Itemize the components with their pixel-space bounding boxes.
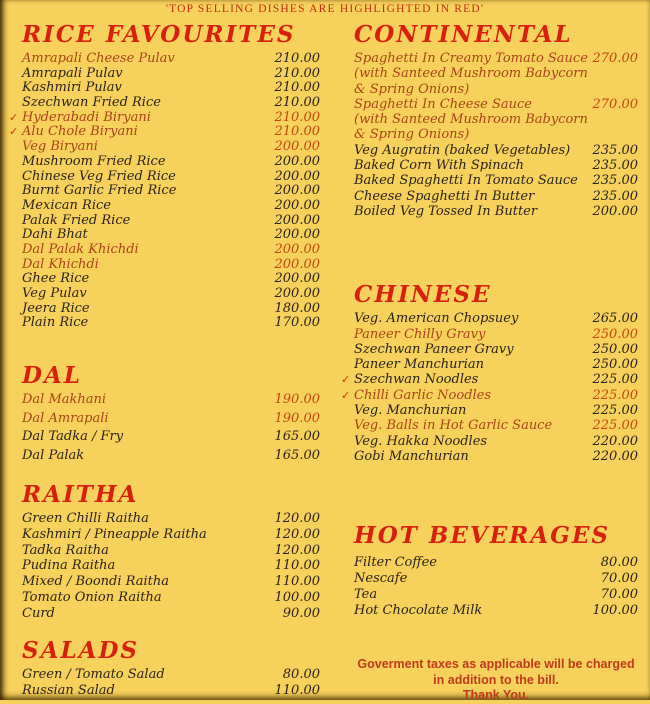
item-name: Nescafe [354,571,408,587]
item-price: 220.00 [592,433,638,449]
section-salads [22,638,320,700]
menu-item [22,67,320,82]
item-name: Dal Khichdi [22,256,99,272]
item-price: 225.00 [592,403,638,419]
item-price: 270.00 [592,96,638,112]
item-price: 235.00 [592,188,638,204]
menu-item [22,512,320,528]
item-price: 210.00 [274,95,320,111]
menu-item [22,272,320,287]
right-column [341,0,638,704]
menu-item [354,588,638,604]
item-name: Dal Makhani [22,392,107,408]
item-name: Green Chilli Raitha [22,511,149,527]
item-price: 120.00 [274,526,320,542]
menu-item [22,575,320,591]
top-seller-tick-icon: ✓ [341,373,351,387]
top-seller-tick-icon: ✓ [341,388,351,402]
item-price: 225.00 [592,372,638,388]
section-items [22,668,320,700]
menu-item [341,372,638,388]
item-name: Dal Amrapali [22,410,109,426]
item-name: Gobi Manchurian [354,448,469,464]
menu-item [22,214,320,229]
item-price: 110.00 [274,682,320,698]
item-price: 200.00 [592,203,638,219]
item-subline-text: (with Santeed Mushroom Babycorn [354,112,588,128]
item-price: 235.00 [592,142,638,158]
item-price: 200.00 [274,139,320,155]
item-name: Baked Spaghetti In Tomato Sauce [354,173,578,189]
section-title-chinese: CHINESE [354,281,492,309]
item-price: 200.00 [274,286,320,301]
top-note: 'TOP SELLING DISHES ARE HIGHLIGHTED IN RED' [165,3,485,15]
item-name: Green / Tomato Salad [22,666,165,682]
section-title-raitha: RAITHA [22,481,139,509]
item-name: Amrapali Pulav [22,65,123,81]
item-price: 70.00 [600,571,638,587]
item-name: Amrapali Cheese Pulav [22,51,175,66]
item-name: Tea [354,587,378,603]
item-price: 225.00 [592,418,638,434]
menu-item [22,684,320,700]
menu-item [9,124,320,140]
item-price: 165.00 [274,429,320,445]
menu-item [354,450,638,465]
item-name: Chinese Veg Fried Rice [22,168,176,184]
menu-item [22,559,320,575]
menu-item [354,98,638,113]
menu-item [22,591,320,607]
item-price: 210.00 [274,124,320,140]
menu-item [22,528,320,544]
item-price: 200.00 [274,168,320,184]
menu-item [354,343,638,358]
item-price: 225.00 [592,387,638,403]
section-items [354,556,638,620]
item-name: Cheese Spaghetti In Butter [354,188,535,204]
left-column [9,0,320,700]
item-price: 250.00 [592,341,638,357]
section-title-rice: RICE FAVOURITES [22,21,296,48]
item-name: Paneer Chilly Gravy [354,326,486,342]
section-beverages [354,523,638,620]
item-price: 250.00 [592,357,638,373]
menu-item [22,258,320,273]
section-title-salads: SALADS [22,636,140,664]
item-name: Burnt Garlic Fried Rice [22,183,177,199]
section-items [22,393,320,467]
item-name: Russian Salad [22,682,115,698]
item-price: 235.00 [592,158,638,174]
item-price: 250.00 [592,326,638,342]
item-price: 210.00 [274,51,320,66]
item-subline-text: (with Santeed Mushroom Babycorn [354,66,588,82]
item-name: Dal Palak [22,447,85,463]
item-price: 70.00 [600,587,638,603]
item-price: 220.00 [592,448,638,464]
menu-item [22,184,320,199]
section-rice [9,21,320,331]
item-price: 120.00 [274,511,320,527]
item-name: Alu Chole Biryani [22,124,138,140]
item-name: Filter Coffee [354,555,437,571]
section-items [22,512,320,623]
menu-item [354,190,638,205]
item-price: 90.00 [282,605,320,621]
item-price: 190.00 [274,392,320,408]
section-raitha [22,482,320,623]
item-name: Szechwan Fried Rice [22,95,161,111]
menu-item [354,404,638,419]
item-price: 200.00 [274,197,320,213]
menu-item [22,81,320,96]
item-price: 270.00 [592,51,638,66]
item-name: Veg Biryani [22,139,98,155]
menu-item [9,109,320,126]
menu-item-subline [354,83,638,98]
menu-item [354,328,638,343]
menu-item-subline [354,128,638,143]
item-name: Baked Corn With Spinach [354,158,525,174]
top-seller-tick-icon: ✓ [9,125,19,139]
menu-item [22,607,320,623]
menu-item-subline [354,67,638,82]
item-price: 180.00 [274,300,320,316]
item-name: Tomato Onion Raitha [22,590,162,606]
item-name: Veg Augratin (baked Vegetables) [354,142,571,158]
item-name: Jeera Rice [22,300,90,316]
section-dal [22,363,320,467]
item-name: Palak Fried Rice [22,212,131,228]
section-items [341,311,638,465]
item-name: Ghee Rice [22,271,90,287]
item-price: 210.00 [274,109,320,125]
menu-item [22,243,320,258]
menu-item [22,96,320,111]
item-price: 265.00 [592,311,638,327]
menu-item [354,312,638,327]
menu-item [22,287,320,302]
item-price: 210.00 [274,80,320,96]
menu-item [354,358,638,373]
item-name: Spaghetti In Cheese Sauce [354,96,532,112]
item-name: Dahi Bhat [22,227,88,243]
item-price: 80.00 [282,666,320,682]
item-price: 120.00 [274,542,320,558]
item-price: 110.00 [274,574,320,590]
item-name: Paneer Manchurian [354,357,484,373]
item-name: Mushroom Fried Rice [22,153,166,169]
item-name: Pudina Raitha [22,558,116,574]
item-subline-text: & Spring Onions) [354,81,470,97]
item-name: Veg. American Chopsuey [354,311,519,327]
menu-item [354,144,638,159]
menu-item [354,52,638,67]
item-price: 200.00 [274,241,320,257]
menu-item [354,556,638,572]
menu-item [22,412,320,431]
item-name: Veg. Hakka Noodles [354,433,488,449]
menu-item [354,572,638,588]
item-name: Tadka Raitha [22,542,109,558]
section-title-beverages: HOT BEVERAGES [354,522,610,550]
menu-item [341,387,638,404]
menu-item [22,140,320,155]
section-title-dal: DAL [22,362,82,390]
menu-item [22,170,320,185]
menu-item [22,316,320,331]
menu-item [22,302,320,317]
item-name: Dal Palak Khichdi [22,241,139,257]
item-name: Chilli Garlic Noodles [354,387,492,403]
section-chinese [341,281,638,465]
menu-item [354,435,638,450]
menu-item [354,159,638,174]
item-name: Dal Tadka / Fry [22,429,124,445]
footer-line: Thank You. [462,688,530,703]
item-name: Spaghetti In Creamy Tomato Sauce [354,51,588,66]
menu-item [354,604,638,620]
item-price: 200.00 [274,212,320,228]
menu-item [354,205,638,220]
item-price: 190.00 [274,410,320,426]
item-price: 200.00 [274,153,320,169]
footer-line: in addition to the bill. [433,672,559,687]
item-subline-text: & Spring Onions) [354,127,470,143]
item-price: 235.00 [592,173,638,189]
item-price: 170.00 [274,315,320,331]
footer-note [354,657,638,704]
item-price: 110.00 [274,558,320,574]
item-price: 165.00 [274,447,320,463]
item-name: Boiled Veg Tossed In Butter [354,203,538,219]
menu-item [22,430,320,449]
item-price: 100.00 [274,590,320,606]
item-name: Hot Chocolate Milk [354,603,483,619]
item-name: Kashmiri / Pineapple Raitha [22,526,207,542]
item-name: Mixed / Boondi Raitha [22,574,169,590]
footer-line: Goverment taxes as applicable will be charged [357,657,635,672]
item-name: Mexican Rice [22,197,111,213]
section-items [9,51,320,331]
section-items [354,52,638,220]
menu-item-subline [354,113,638,128]
item-name: Kashmiri Pulav [22,80,122,96]
item-name: Curd [22,605,55,621]
menu-item [354,419,638,434]
menu-item [22,199,320,214]
menu-item [22,544,320,560]
section-continental [354,22,638,220]
menu-item [22,155,320,170]
item-name: Veg Pulav [22,286,87,301]
item-price: 200.00 [274,183,320,199]
menu-item [22,668,320,684]
menu-item [22,393,320,412]
top-seller-tick-icon: ✓ [9,110,19,124]
item-price: 210.00 [274,65,320,81]
item-name: Plain Rice [22,315,89,331]
item-name: Szechwan Paneer Gravy [354,341,514,357]
item-price: 200.00 [274,271,320,287]
section-title-continental: CONTINENTAL [354,21,573,48]
menu-item [22,52,320,67]
item-name: Szechwan Noodles [354,372,479,388]
item-name: Hyderabadi Biryani [22,109,151,125]
item-name: Veg. Balls in Hot Garlic Sauce [354,418,553,434]
item-price: 100.00 [592,603,638,619]
item-name: Veg. Manchurian [354,403,467,419]
item-price: 200.00 [274,256,320,272]
item-price: 80.00 [600,555,638,571]
menu-item [354,174,638,189]
item-price: 200.00 [274,227,320,243]
menu-item [22,449,320,468]
menu-item [22,228,320,243]
